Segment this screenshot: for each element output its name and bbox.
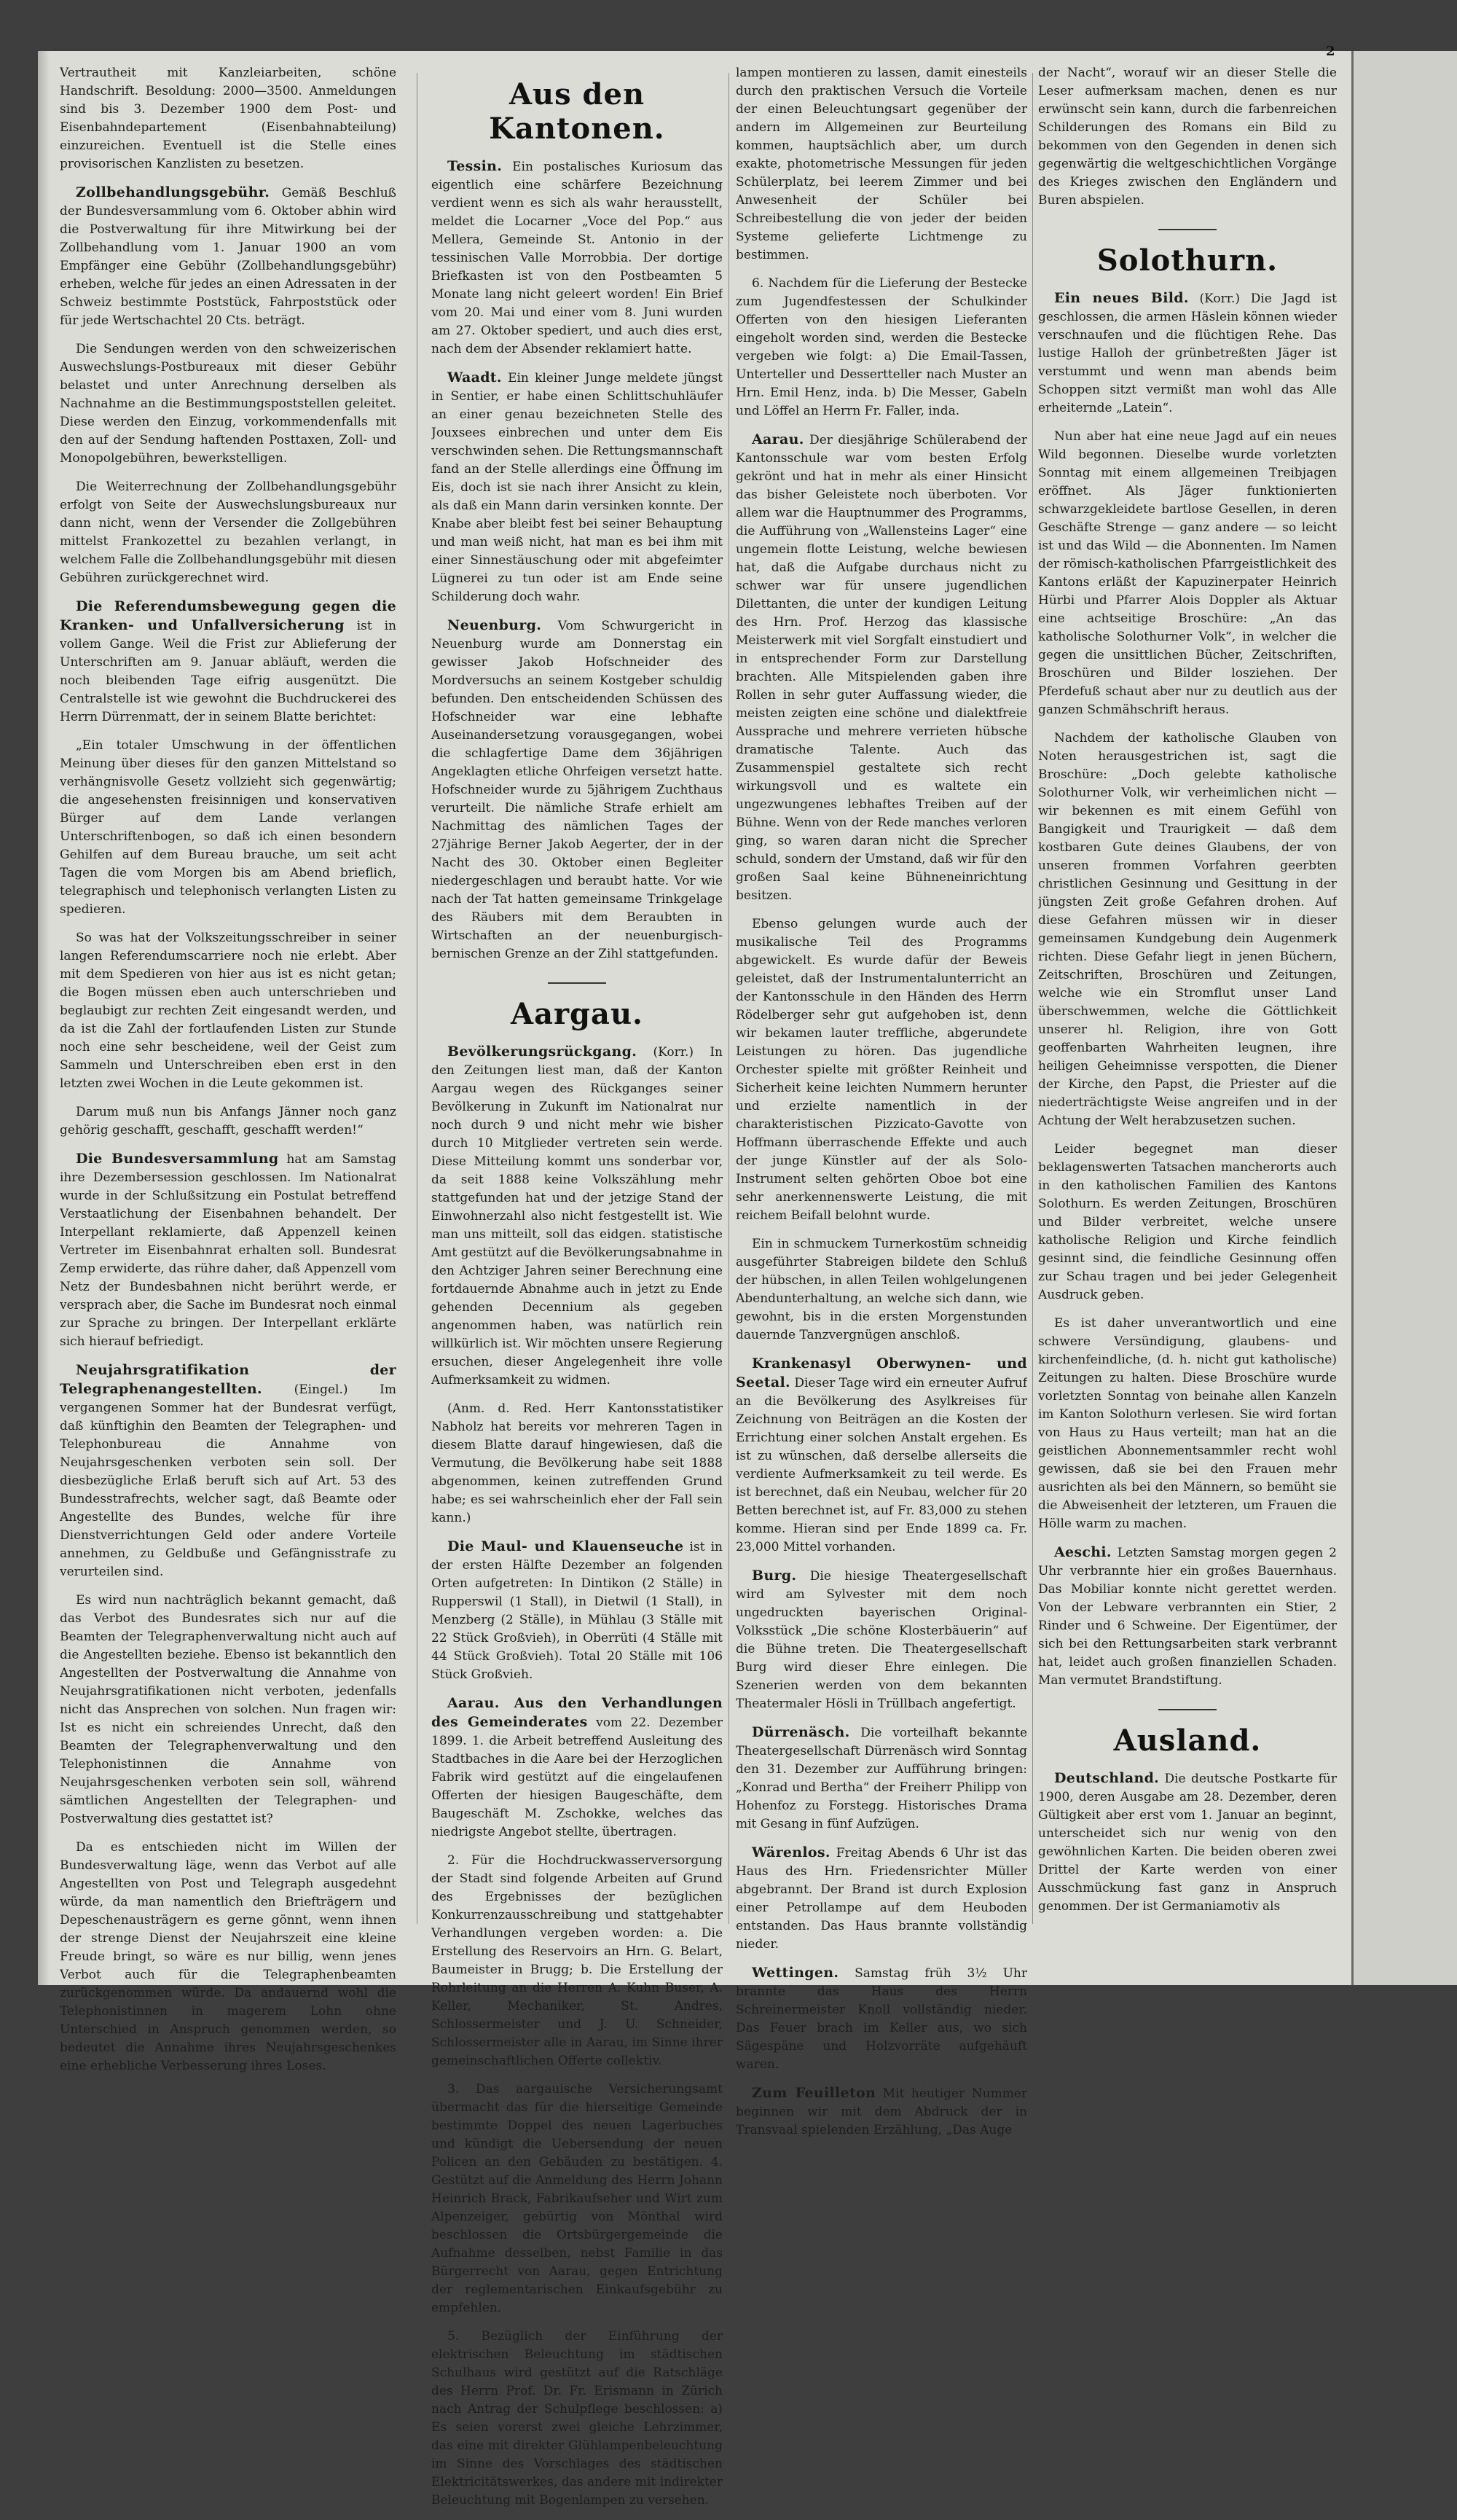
article-paragraph (60, 1103, 396, 1140)
article-text: ist in vollem Gange. Weil die Frist zur Ablieferung der Unterschriften am 9. Januar abläuft, werden die noch bleibenden Tage eifrig ausgenützt. Die Centralstelle ist wie gewohnt die Buchdruckerei des Herrn Dürrenmatt, der in seinem Blatte berichtet: (60, 619, 396, 724)
article-text: (Korr.) In den Zeitungen liest man, daß der Kanton Aargau wegen des Rückganges seiner Bevölkerung in Zukunft im Nationalrat nur noch durch 9 und nicht mehr wie bisher durch 10 Mitglieder vertreten sein werde. Diese Mitteilung kommt uns sonderbar vor, da seit 1888 keine Volkszählung mehr stattgefunden hat und der jetzige Stand der Einwohnerzahl also nicht festgestellt ist. Wie man uns mitteilt, soll das eidgen. statistische Amt gestützt auf die Bevölkerungsabnahme in den Achtziger Jahren seiner Berechnung eine fortdauernde Abnahme auch in jetzt zu Ende gehenden Decennium als gegeben angenommen haben, was natürlich rein willkürlich ist. Wir möchten unsere Regierung ersuchen, dieser Angelegenheit ihre volle Aufmerksamkeit zu widmen. (431, 1045, 723, 1388)
article-text: hat am Samstag ihre Dezembersession geschlossen. Im Nationalrat wurde in der Schlußsitzung ein Postulat betreffend Verstaatlichung der Eisenbahnen behandelt. Der Interpellant reklamierte, daß Appenzell keinen Vertreter im Eisenbahnrat erhalten soll. Bundesrat Zemp erwiderte, das rühre daher, daß Appenzell vom Netz der Bundesbahnen nicht berührt werde, er versprach aber, die Sache im Bundesrat noch einmal zur Sprache zu bringen. Der Interpellant erklärte sich hierauf befriedigt. (60, 1152, 396, 1349)
article-text: Die Sendungen werden von den schweizerischen Auswechslungs-Postbureaux mit dieser Gebühr belastet und unter Anrechnung derselben als Nachnahme an die Bestimmungspoststellen geleitet. Diese werden den Einzug, vorkommendenfalls mit den auf der Sendung haftenden Posttaxen, Zoll- und Monopolgebühren, bewerkstelligen. (60, 342, 396, 466)
article-text: Letzten Samstag morgen gegen 2 Uhr verbrannte hier ein großes Bauernhaus. Das Mobiliar konnte nicht gerettet werden. Von der Lebware verbrannten ein Stier, 2 Rinder und 6 Schweine. Der Eigentümer, der sich bei den Rettungsarbeiten stark verbrannt hat, leidet auch großen finanziellen Schaden. Man vermutet Brandstiftung. (1038, 1546, 1337, 1688)
article-text: 6. Nachdem für die Lieferung der Bestecke zum Jugendfestessen der Schulkinder Offerten von den hiesigen Lieferanten eingeholt worden sind, werden die Bestecke vergeben wie folgt: a) Die Email-Tassen, Unterteller und Dessertteller nach Muster an Hrn. Emil Henz, inda. b) Die Messer, Gabeln und Löffel an Herrn Fr. Faller, inda. (736, 276, 1027, 418)
article-heading: Bevölkerungsrückgang. (447, 1044, 637, 1060)
article-text: Da es entschieden nicht im Willen der Bundesverwaltung läge, wenn das Verbot auf alle Angestellten von Post und Telegraph ausgedehnt würde, da man namentlich den Briefträgern und Depeschenausträgern es gerne gönnt, wenn ihnen der strenge Dienst der Neujahrszeit eine kleine Freude bringt, so wäre es nur billig, wenn jenes Verbot auch für die Telegraphenbeamten zurückgenommen würde. Da andauernd wohl die Telephonistinnen in magerem Lohn ohne Unterschied in Anspruch genommen werden, so bedeutet die Annahme ihres Neujahrsgeschenkes eine erhebliche Verbesserung ihres Loses. (60, 1840, 396, 2073)
article-paragraph (736, 1567, 1027, 1713)
article-paragraph (60, 1839, 396, 2075)
article-text: Ebenso gelungen wurde auch der musikalische Teil des Programms abgewickelt. Es wurde dafür der Beweis geleistet, daß der Instrumentalunterricht an der Kantonsschule in den Händen des Herrn Rödelberger sehr gut aufgehoben ist, denn wir bekamen lauter treffliche, abgerundete Leistungen zu hören. Das jugendliche Orchester spielte mit größter Reinheit und Sicherheit keine leichten Nummern herunter und erzielte namentlich in der charakteristischen Pizzicato-Gavotte von Hoffmann überraschende Effekte und auch der junge Künstler auf der als Solo-Instrument selten gehörten Oboe bot eine sehr anerkennenswerte Leistung, die mit reichem Beifall belohnt wurde. (736, 917, 1027, 1223)
article-heading: Die Referendumsbewegung gegen die Kranken- und Unfallversicherung (60, 598, 396, 633)
article-text: Freitag Abends 6 Uhr ist das Haus des Hrn. Friedensrichter Müller abgebrannt. Der Brand ist durch Explosion einer Petrollampe auf dem Heuboden entstanden. Das Haus brannte vollständig nieder. (736, 1846, 1027, 1952)
article-text: Die vorteilhaft bekannte Theatergesellschaft Dürrenäsch wird Sonntag den 31. Dezember zur Aufführung bringen: „Konrad und Bertha“ der Freiherr Philipp von Hohenfoz zu Forstegg. Historisches Drama mit Gesang in fünf Aufzügen. (736, 1726, 1027, 1831)
article-text: Die deutsche Postkarte für 1900, deren Ausgabe am 28. Dezember, deren Gültigkeit aber erst vom 1. Januar an beginnt, unterscheidet sich nur wenig von den gewöhnlichen Karten. Die beiden oberen zwei Drittel der Karte werden von einer Ausschmückung fast ganz in Anspruch genommen. Der ist Germaniamotiv als (1038, 1772, 1337, 1914)
article-heading: Zollbehandlungsgebühr. (76, 184, 270, 200)
section-title-aargau: Aargau. (511, 997, 643, 1031)
article-heading: Wettingen. (752, 1965, 839, 1981)
article-text: „Ein totaler Umschwung in der öffentlichen Meinung über dieses für den ganzen Mittelstand so verhängnisvolle Gesetz vollzieht sich gegenwärtig; die angesehensten freisinnigen und konservativen Bürger auf dem Lande verlangen Unterschriftenbogen, so daß ich einen besondern Gehilfen auf dem Bureau brauche, um seit acht Tagen die vom Morgen bis am Abend brieflich, telegraphisch und telephonisch verlangten Listen zu spedieren. (60, 738, 396, 917)
article-text: Nachdem der katholische Glauben von Noten herausgestrichen ist, sagt die Broschüre: „Doch gelebte katholische Solothurner Volk, wir verheimlichen nicht — wir bekennen es mit einem Gefühl von Bangigkeit und Traurigkeit — daß dem kostbaren Gute deines Glaubens, der von unseren frommen Vorfahren geerbten christlichen Gesinnung und Gesittung in der jüngsten Zeit große Gefahren drohen. Auf diese Gefahren müssen wir in dieser gemeinsamen Kundgebung dein Augenmerk richten. Diese Gefahr liegt in jenen Büchern, Zeitschriften, Broschüren und Zeitungen, welche wie ein Stromflut unser Land überschwemmen, welche die Göttlichkeit unserer hl. Religion, ihre von Gott geoffenbarten Wahrheiten leugnen, ihre heiligen Geheimnisse verspotten, die Diener der Kirche, den Papst, die Priester auf die niederträchtigste Weise angreifen und in der Achtung der Welt herabzusetzen suchen. (1038, 731, 1337, 1128)
article-paragraph (736, 1844, 1027, 1954)
section-title-ausland: Ausland. (1113, 1723, 1262, 1758)
section-body-aargau (431, 1043, 723, 2510)
article-text: Samstag früh 3½ Uhr brannte das Haus des Herrn Schreinermeister Knoll vollständig nieder. Das Feuer brach im Keller aus, wo sich Sägespäne und Holzvorräte aufgehäuft waren. (736, 1966, 1027, 2072)
section-separator (548, 982, 606, 984)
page-number: 2 (1326, 44, 1335, 59)
article-text: Ein kleiner Junge meldete jüngst in Sentier, er habe einen Schlittschuhläufer an einer genau bezeichneten Stelle des Jouxsees einbrechen und unter dem Eis verschwinden sehen. Die Rettungsmannschaft fand an der Stelle allerdings eine Öffnung im Eis, doch ist sie nach ihrer Ansicht zu klein, als daß ein Mann darin versinken konnte. Der Knabe aber bleibt fest bei seiner Behauptung und man weiß nicht, hat man es bei ihm mit einer Sinnestäuschung oder mit abgefeimter Lügnerei zu tun oder ist am Ende seine Schilderung doch wahr. (431, 371, 723, 604)
article-heading: Neuenburg. (447, 617, 542, 633)
article-text: 5. Bezüglich der Einführung der elektrischen Beleuchtung im städtischen Schulhaus wird gestützt auf die Ratschläge des Herrn Prof. Dr. Fr. Erismann in Zürich nach Antrag der Schulpflege beschlossen: a) Es seien vorerst zwei gleiche Lehrzimmer, das eine mit direkter Glühlampenbeleuchtung im Sinne des Vorschlages des städtischen Elektricitätswerkes, das andere mit indirekter Beleuchtung mit Bogenlampen zu versehen. (431, 2329, 723, 2508)
article-paragraph (431, 2081, 723, 2317)
article-text: 2. Für die Hochdruckwasserversorgung der Stadt sind folgende Arbeiten auf Grund des Ergebnisses der bezüglichen Konkurrenzausschreibung und stattgehabter Verhandlungen vergeben worden: a. Die Erstellung des Reservoirs an Hrn. G. Belart, Baumeister in Brugg; b. Die Erstellung der Rohrleitung an die Herren A. Kuhn Buser, A. Keller, Mechaniker, St. Andres, Schlossermeister und J. U. Schneider, Schlossermeister alle in Aarau, im Sinne ihrer gemeinschaftlichen Offerte collektiv. (431, 1853, 723, 2068)
article-text: Der diesjährige Schülerabend der Kantonsschule war vom besten Erfolg gekrönt und hat in mehr als einer Hinsicht das bisher Geleistete noch überboten. Vor allem war die Hauptnummer des Programms, die Aufführung von „Wallensteins Lager“ eine ungemein flotte Leistung, welche bewiesen hat, daß die Aufgabe durchaus nicht zu schwer war für unsere jugendlichen Dilettanten, die unter der kundigen Leitung des Hrn. Prof. Herzog das klassische Meisterwerk mit viel Sorgfalt einstudiert und in entsprechender Form zur Darstellung brachten. Alle Mitspielenden gaben ihre Rollen in sehr guter Auffassung wieder, die meisten zeigten eine schöne und dialektfreie Aussprache und mehrere verrieten hübsche dramatische Talente. Auch das Zusammenspiel gestaltete sich recht wirkungsvoll und es waltete ein ungezwungenes lebhaftes Treiben auf der Bühne. Wenn von der Rede manches verloren ging, so waren daran nicht die Sprecher schuld, sondern der Umstand, daß wir für den großen Saal keine Bühneneinrichtung besitzen. (736, 433, 1027, 903)
article-text: Gemäß Beschluß der Bundesversammlung vom 6. Oktober abhin wird die Postverwaltung für ihre Mitwirkung bei der Zollbehandlung vom 1. Januar 1900 an vom Empfänger eine Gebühr (Zollbehandlungsgebühr) erheben, welche für jedes an einen Adressaten in der Schweiz bestimmte Poststück, Fahrpoststück oder für jede Wertschachtel 20 Cts. beträgt. (60, 186, 396, 328)
article-text: Mit heutiger Nummer beginnen wir mit dem Abdruck der in Transvaal spielenden Erzählung, „Das Auge (736, 2086, 1027, 2137)
article-paragraph (60, 929, 396, 1093)
article-text: Ein in schmuckem Turnerkostüm schneidig ausgeführter Stabreigen bildete den Schluß der hübschen, in allen Teilen wohlgelungenen Abendunterhaltung, an welche sich dann, wie gewohnt, bis in die ersten Morgenstunden dauernde Tanzvergnügen anschloß. (736, 1237, 1027, 1342)
article-paragraph (60, 1592, 396, 1828)
article-paragraph (736, 1235, 1027, 1345)
section-body-ausland (1038, 1769, 1337, 1916)
article-paragraph (736, 431, 1027, 905)
article-heading: Die Bundesversammlung (76, 1151, 279, 1167)
article-paragraph (1038, 428, 1337, 719)
article-text: Nun aber hat eine neue Jagd auf ein neues Wild begonnen. Dieselbe wurde vorletzten Sonntag mit einem allgemeinen Treibjagen eröffnet. Als Jäger funktionierten schwarzgekleidete bartlose Gesellen, in deren Geschäfte Strenge — ganz andere — so leicht ist und das Wild — die Abonnenten. Im Namen der römisch-katholischen Pfarrgeistlichkeit des Kantons erläßt der Kapuzinerpater Heinrich Hürbi und Pfarrer Alois Doppler als Aktuar eine achtseitige Broschüre: „An das katholische Solothurner Volk“, in welcher die gegen die unsittlichen Bücher, Zeitschriften, Broschüren und Bilder losziehen. Der Pferdefuß schaut aber nur zu deutlich aus der ganzen Schmähschrift heraus. (1038, 429, 1337, 717)
article-text: Darum muß nun bis Anfangs Jänner noch ganz gehörig geschafft, geschafft, geschafft werden!“ (60, 1105, 396, 1138)
article-paragraph (431, 2328, 723, 2510)
article-paragraph (736, 64, 1027, 265)
article-paragraph (736, 1964, 1027, 2074)
page-fold (38, 51, 50, 1985)
article-paragraph (431, 1694, 723, 1842)
article-heading: Burg. (752, 1568, 797, 1584)
article-heading: Aarau. (752, 431, 804, 447)
article-text: Ein postalisches Kuriosum das eigentlich eine schärfere Bezeichnung verdient wenn es sich als wahr herausstellt, meldet die Locarner „Voce del Pop.“ aus Mellera, Gemeinde St. Antonio in der tessinischen Valle Morrobbia. Der dortige Briefkasten ist von den Postbeamten 5 Monate lang nicht geleert worden! Ein Brief vom 20. Mai und einer vom 8. Juni wurden am 27. Oktober spediert, und auch dies erst, nach dem der Absender reklamiert hatte. (431, 160, 723, 356)
article-paragraph (60, 737, 396, 919)
article-heading: Krankenasyl Oberwynen- und Seetal. (736, 1355, 1027, 1390)
article-heading: Dürrenäsch. (752, 1724, 850, 1740)
article-heading: Zum Feuilleton (752, 2085, 876, 2101)
article-paragraph (431, 617, 723, 963)
section-separator (1158, 229, 1217, 230)
article-paragraph (431, 369, 723, 606)
article-paragraph (60, 64, 396, 173)
article-text: Es wird nun nachträglich bekannt gemacht, daß das Verbot des Bundesrates sich nur auf die Beamten der Telegraphenverwaltung nicht auch auf die Angestellten beziehe. Ebenso ist bekanntlich den Angestellten der Postverwaltung die Annahme von Neujahrsgratifikationen nicht verboten, jedenfalls nicht das Ansprechen von solchen. Nun fragen wir: Ist es nicht ein schreiendes Unrecht, daß den Beamten der Telegraphenverwaltung und den Telephonistinnen die Annahme von Neujahrsgeschenken verboten sein soll, während sämtlichen Angestellten der Telegraphen- und Postverwaltung dies gestattet ist? (60, 1593, 396, 1826)
article-paragraph: der Nacht“, worauf wir an dieser Stelle die Leser aufmerksam machen, denen es nur erwünscht sein kann, durch die farbenreichen Schilderungen des Romans ein Bild zu bekommen von den Gegenden in denen sich gegenwärtig die weltgeschichtlichen Vorgänge des Krieges zwischen den Engländern und Buren abspielen. (1038, 66, 1337, 208)
article-paragraph (431, 1538, 723, 1684)
column-rule (728, 73, 729, 1924)
column-2 (431, 64, 723, 2520)
article-text: Die hiesige Theatergesellschaft wird am Sylvester mit dem noch ungedruckten bayerischen Original-Volksstück „Die schöne Klosterbäuerin“ auf die Bühne treten. Die Theatergesellschaft Burg wird dieser Ehre einlegen. Die Szenerien werden von dem bekannten Theatermaler Hösli in Trüllbach angefertigt. (736, 1569, 1027, 1711)
article-paragraph (1038, 289, 1337, 418)
article-text: Es ist daher unverantwortlich und eine schwere Versündigung, glaubens- und kirchenfeindliche, (d. h. nicht gut katholische) Zeitungen zu halten. Diese Broschüre wurde vorletzten Sonntag von beinahe allen Kanzeln im Kanton Solothurn verlesen. Sie wird fortan von Haus zu Haus verteilt; man hat an die geistlichen Abonnementsammler recht wohl gewissen, daß sie bei den Frauen mehr ausrichten als bei den Männern, so bemüht sie die Abweisenheit der letzteren, um Frauen die Hölle warm zu machen. (1038, 1316, 1337, 1531)
article-paragraph (60, 598, 396, 727)
section-body-kantonen (431, 157, 723, 963)
article-paragraph (431, 1852, 723, 2070)
article-paragraph (1038, 729, 1337, 1130)
article-heading: Wärenlos. (752, 1844, 830, 1860)
article-heading: Die Maul- und Klauenseuche (447, 1538, 684, 1554)
article-paragraph (60, 1150, 396, 1351)
article-paragraph (736, 1355, 1027, 1557)
article-text: (Anm. d. Red. Herr Kantonsstatistiker Nabholz hat bereits vor mehreren Tagen in diesem Blatte darauf hingewiesen, daß die Vermutung, die Bevölkerung habe seit 1888 abgenommen, keinen zutreffenden Grund habe; es sei wahrscheinlich eher der Fall sein kann.) (431, 1401, 723, 1525)
column-1 (60, 64, 396, 2086)
section-body-solothurn (1038, 289, 1337, 1690)
article-text: (Korr.) Die Jagd ist geschlossen, die armen Häslein können wieder verschnaufen und die flüchtigen Rehe. Das lustige Halloh der grünbetreßten Jäger ist verstummt und wenn man abends beim Schoppen sitzt vermißt man wohl das Alle erheiternde „Latein“. (1038, 291, 1337, 415)
article-heading: Waadt. (447, 369, 502, 386)
article-text: Die Weiterrechnung der Zollbehandlungsgebühr erfolgt von Seite der Auswechslungsbureaux nur dann nicht, wenn der Versender die Zollgebühren mittelst Frankozettel zu bezahlen verlangt, in welchem Falle die Zollbehandlungsgebühr mit diesen Gebühren zurückgerechnet wird. (60, 480, 396, 585)
article-paragraph (60, 478, 396, 587)
article-paragraph (736, 275, 1027, 420)
article-heading: Aeschi. (1054, 1544, 1112, 1560)
article-paragraph (1038, 1140, 1337, 1304)
article-text: So was hat der Volkszeitungsschreiber in seiner langen Referendumscarriere noch nie erlebt. Aber mit dem Spedieren von hier aus ist es nicht getan; die Bogen müssen eben auch unterschrieben und beglaubigt zur rechten Zeit eingesandt werden, und da ist die Zahl der fortlaufenden Listen zur Stunde noch eine sehr bescheidene, weil der Geist zum Sammeln und Unterschreiben eben erst in den letzten zwei Wochen in die Leute gekommen ist. (60, 931, 396, 1091)
article-text: Dieser Tage wird ein erneuter Aufruf an die Bevölkerung des Asylkreises für Zeichnung von Beiträgen an die Kosten der Errichtung einer solchen Anstalt ergehen. Es ist zu wünschen, daß derselbe allerseits die verdiente Aufmerksamkeit zu teil werde. Es ist berechnet, daß ein Neubau, welcher für 20 Betten berechnet ist, auf Fr. 83,000 zu stehen komme. Hieran sind per Ende 1899 ca. Fr. 23,000 Mittel vorhanden. (736, 1376, 1027, 1554)
column-3 (736, 64, 1027, 2150)
article-heading: Aarau. Aus den Verhandlungen des Gemeinderates (431, 1695, 723, 1730)
section-separator (1158, 1709, 1217, 1710)
article-paragraph (1038, 1769, 1337, 1916)
article-paragraph (1038, 1315, 1337, 1533)
article-paragraph (431, 1043, 723, 1390)
article-text: lampen montieren zu lassen, damit einesteils durch den praktischen Versuch die Vorteile der einen Beleuchtungsart gegenüber der andern im Allgemeinen zur Beurteilung kommen, hauptsächlich aber, um durch exakte, photometrische Messungen für jeden Schülerplatz, bei leerem Zimmer und bei Anwesenheit der Schüler bei Schreibestellung die von jeder der beiden Systeme gelieferte Lichtmenge zu bestimmen. (736, 66, 1027, 262)
section-title-kantonen: Aus den Kantonen. (489, 77, 665, 146)
article-text: Leider begegnet man dieser beklagenswerten Tatsachen mancherorts auch in den katholischen Familien des Kantons Solothurn. Es werden Zeitungen, Broschüren und Bilder verbreitet, welche unsere katholische Religion und Kirche feindlich gesinnt sind, die feindliche Gesinnung offen zur Schau tragen und bei jeder Gelegenheit Ausdruck geben. (1038, 1142, 1337, 1302)
article-paragraph (736, 2084, 1027, 2140)
article-heading: Deutschland. (1054, 1770, 1160, 1786)
article-paragraph (60, 340, 396, 468)
article-paragraph (736, 915, 1027, 1225)
article-paragraph (60, 1361, 396, 1581)
column-rule (1032, 73, 1033, 1924)
article-text: 3. Das aargauische Versicherungsamt übermacht das für die hierseitige Gemeinde bestimmte Doppel des neuen Lagerbuches und kündigt die Uebersendung der neuen Policen an den Gebäuden zu bestätigen. 4. Gestützt auf die Anmeldung des Herrn Johann Heinrich Brack, Fabrikaufseher und Wirt zum Alpenzeiger, gebürtig von Mönthal wird beschlossen die Ortsbürgergemeinde die Aufnahme desselben, nebst Familie in das Bürgerrecht von Aarau, gegen Entrichtung der reglementarischen Einkaufsgebühr zu empfehlen. (431, 2082, 723, 2315)
article-paragraph (736, 1723, 1027, 1834)
article-text: (Eingel.) Im vergangenen Sommer hat der Bundesrat verfügt, daß künftighin den Beamten der Telegraphen- und Telephonbureau die Annahme von Neujahrsgeschenken verboten sein soll. Der diesbezügliche Erlaß beruft sich auf Art. 53 des Bundesstrafrechts, welcher sagt, daß Beamte oder Angestellte des Bundes, welche für ihre Dienstverrichtungen Geld oder andere Vorteile annehmen, zu Geldbuße und Gefängnisstrafe zu verurteilen sind. (60, 1382, 396, 1579)
next-page-edge (1351, 51, 1457, 1985)
article-text: Vertrautheit mit Kanzleiarbeiten, schöne Handschrift. Besoldung: 2000—3500. Anmeldungen sind bis 3. Dezember 1900 dem Post- und Eisenbahndepartement (Eisenbahnabteilung) einzureichen. Eventuell ist die Stelle eines provisorischen Kanzlisten zu besetzen. (60, 66, 396, 171)
article-heading: Ein neues Bild. (1054, 290, 1189, 306)
section-title-solothurn: Solothurn. (1096, 243, 1279, 278)
column-4 (1038, 64, 1337, 1926)
article-heading: Tessin. (447, 158, 503, 174)
article-paragraph (431, 157, 723, 359)
article-text: ist in der ersten Hälfte Dezember an folgenden Orten aufgetreten: In Dintikon (2 Ställe) in Rupperswil (1 Stall), in Dietwil (1 Stall), in Menzberg (2 Ställe), in Mühlau (3 Ställe mit 22 Stück Großvieh), in Oberrüti (4 Ställe mit 44 Stück Großvieh). Total 20 Ställe mit 106 Stück Großvieh. (431, 1540, 723, 1682)
article-paragraph (60, 184, 396, 330)
article-paragraph (1038, 1543, 1337, 1690)
article-text: vom 22. Dezember 1899. 1. die Arbeit betreffend Ausleitung des Stadtbaches in die Aare bei der Herzoglichen Fabrik wird gestützt auf die eingelaufenen Offerten der hiesigen Baugeschäfte, dem Baugeschäft M. Zschokke, welches das niedrigste Angebot stellte, übertragen. (431, 1715, 723, 1839)
article-heading: Neujahrsgratifikation der Telegraphenangestellten. (60, 1362, 396, 1397)
article-paragraph (431, 1400, 723, 1527)
article-text: Vom Schwurgericht in Neuenburg wurde am Donnerstag ein gewisser Jakob Hofschneider des Mordversuchs an seinem Kostgeber schuldig befunden. Den entscheidenden Schüssen des Hofschneider war eine lebhafte Auseinandersetzung vorausgegangen, wobei die schlagfertige Dame dem 36jährigen Angeklagten etliche Ohrfeigen versetzt hatte. Hofschneider wurde zu 5jährigem Zuchthaus verurteilt. Die nämliche Strafe erhielt am Nachmittag des nämlichen Tages der 27jährige Berner Jakob Aegerter, der in der Nacht des 30. Oktober einen Begleiter niedergeschlagen und beraubt hatte. Vor wie nach der Tat hatten gemeinsame Trinkgelage des Räubers mit dem Beraubten in Wirtschaften an der neuenburgisch-bernischen Grenze an der Zihl stattgefunden. (431, 619, 723, 961)
